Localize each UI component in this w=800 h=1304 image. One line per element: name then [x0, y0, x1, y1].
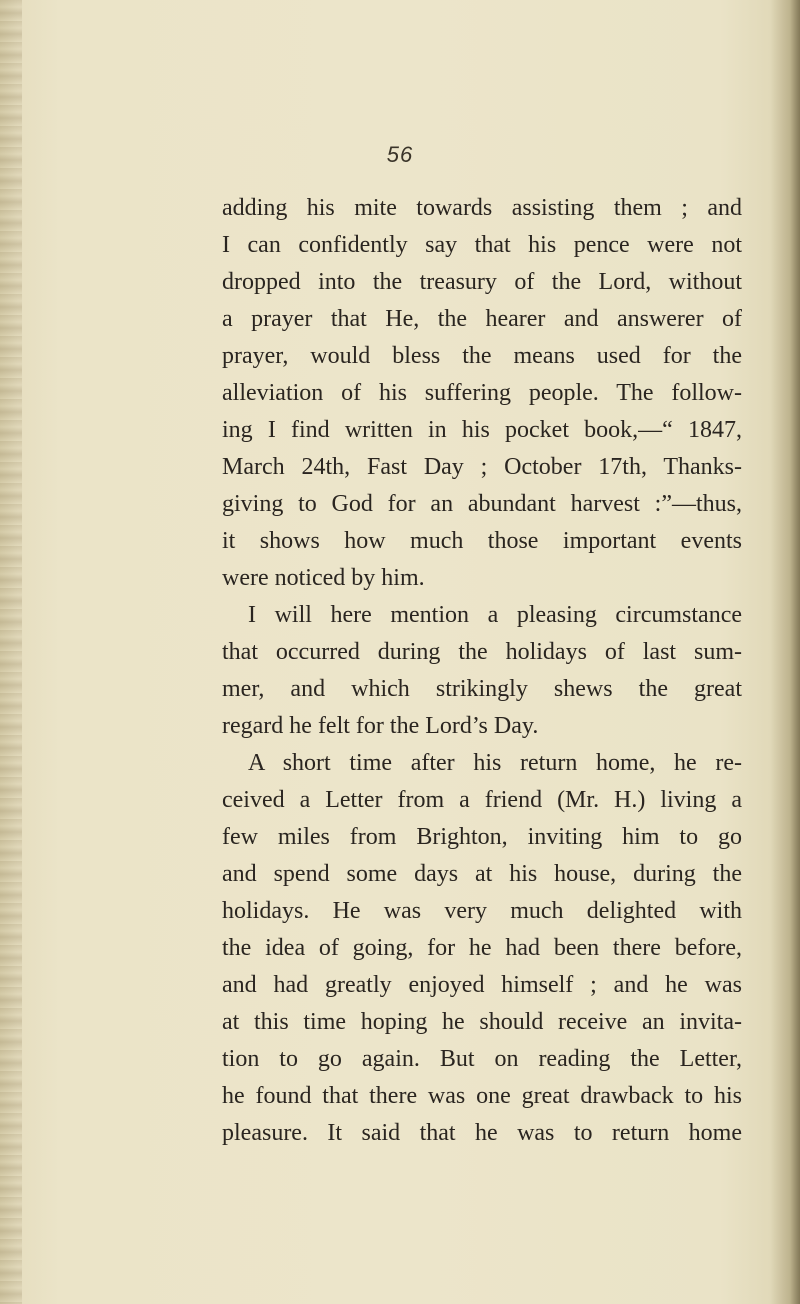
text-line: at this time hoping he should receive an invita-: [222, 1009, 742, 1035]
text-line: tion to go again. But on reading the Letter,: [222, 1046, 742, 1072]
text-line: I can confidently say that his pence were not: [222, 232, 742, 258]
text-line: regard he felt for the Lord’s Day.: [222, 713, 539, 739]
text-line: A short time after his return home, he re-: [248, 750, 742, 776]
text-line: prayer, would bless the means used for the: [222, 343, 742, 369]
page-outer-edge: [770, 0, 800, 1304]
text-line: I will here mention a pleasing circumstance: [248, 602, 742, 628]
text-line: and spend some days at his house, during the: [222, 861, 742, 887]
page-gutter-edge: [0, 0, 22, 1304]
text-line: holidays. He was very much delighted with: [222, 898, 742, 924]
text-line: few miles from Brighton, inviting him to go: [222, 824, 742, 850]
text-line: giving to God for an abundant harvest :”—thus,: [222, 491, 742, 517]
text-line: pleasure. It said that he was to return home: [222, 1120, 742, 1146]
text-line: a prayer that He, the hearer and answerer of: [222, 306, 742, 332]
text-line: dropped into the treasury of the Lord, without: [222, 269, 742, 295]
page-number: 56: [386, 142, 414, 167]
text-line: ceived a Letter from a friend (Mr. H.) living a: [222, 787, 742, 813]
text-line: he found that there was one great drawback to his: [222, 1083, 742, 1109]
text-line: and had greatly enjoyed himself ; and he was: [222, 972, 742, 998]
text-line: were noticed by him.: [222, 565, 425, 591]
text-line: it shows how much those important events: [222, 528, 742, 554]
text-line: adding his mite towards assisting them ; and: [222, 195, 742, 221]
text-line: March 24th, Fast Day ; October 17th, Thanks-: [222, 454, 742, 480]
body-text: [222, 190, 742, 1152]
text-line: the idea of going, for he had been there before,: [222, 935, 742, 961]
text-line: alleviation of his suffering people. The follow-: [222, 380, 742, 406]
text-line: mer, and which strikingly shews the great: [222, 676, 742, 702]
text-line: that occurred during the holidays of last sum-: [222, 639, 742, 665]
text-line: ing I find written in his pocket book,—“ 1847,: [222, 417, 742, 443]
